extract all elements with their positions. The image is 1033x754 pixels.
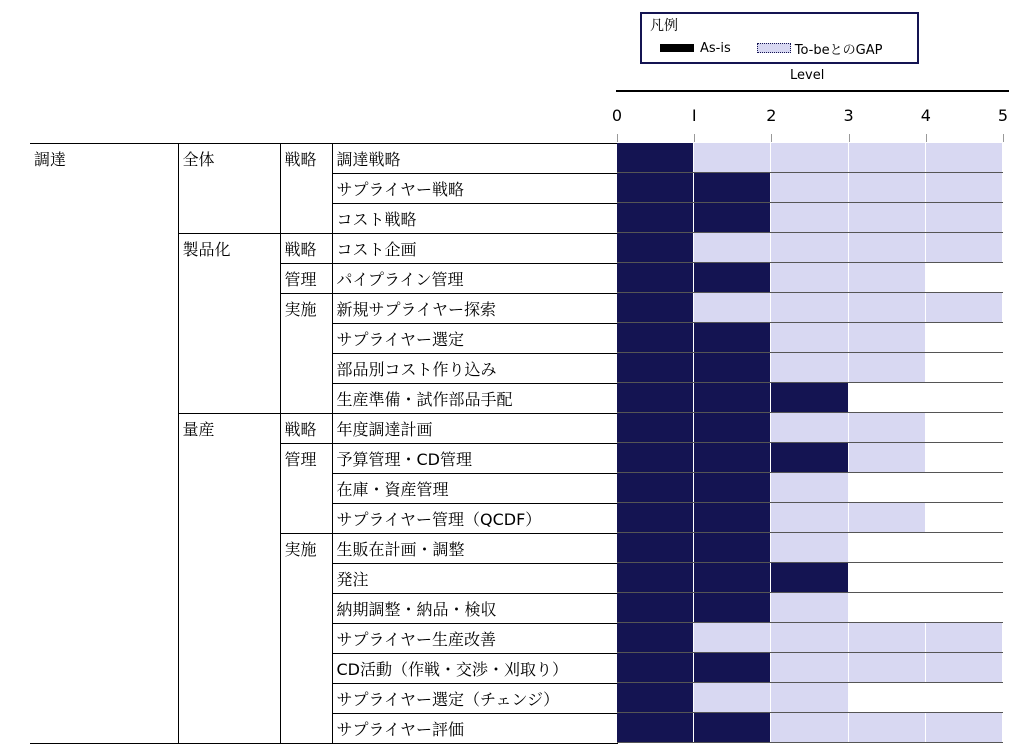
phase-cell [178,684,280,714]
phase-cell [178,564,280,594]
tick-mark [1003,134,1004,142]
phase-cell [178,474,280,504]
phase-cell [178,654,280,684]
type-cell [280,384,332,414]
phase-cell [178,534,280,564]
gap-bar-segment [849,413,926,443]
division-cell [30,594,178,624]
phase-cell [178,324,280,354]
asis-bar-segment [617,683,694,713]
type-cell: 戦略 [280,144,332,174]
tick-label: 2 [766,106,777,125]
gap-bar-segment [694,683,771,713]
legend-gap-label: To-beとのGAP [794,42,883,58]
gap-bar-segment [926,623,1003,653]
table-row [30,684,617,714]
gap-bar-segment [926,203,1003,233]
table-row [30,534,617,564]
item-cell: 生産準備・試作部品手配 [332,384,617,414]
gap-bar-segment [926,713,1003,743]
empty-cell [849,563,926,593]
item-cell: 新規サプライヤー探索 [332,294,617,324]
gap-bar-segment [771,323,848,353]
phase-cell: 量産 [178,414,280,444]
asis-bar-segment [694,353,771,383]
division-cell [30,414,178,444]
asis-bar-segment [617,173,694,203]
item-cell: サプライヤー戦略 [332,174,617,204]
empty-cell [926,263,1003,293]
table-row [30,144,617,174]
level-chart [617,143,1003,743]
asis-bar-segment [617,713,694,743]
item-cell: 発注 [332,564,617,594]
asis-bar-segment [694,173,771,203]
gap-bar-segment [849,143,926,173]
item-cell: CD活動（作戦・交渉・刈取り） [332,654,617,684]
phase-cell [178,714,280,744]
gap-bar-segment [849,263,926,293]
item-cell: サプライヤー選定 [332,324,617,354]
division-cell [30,294,178,324]
empty-cell [926,563,1003,593]
type-cell: 戦略 [280,234,332,264]
gap-bar-segment [771,623,848,653]
empty-cell [926,353,1003,383]
table-row [30,564,617,594]
gap-bar-segment [926,143,1003,173]
gap-bar-segment [926,233,1003,263]
asis-bar-segment [771,383,848,413]
empty-cell [926,413,1003,443]
asis-bar-segment [694,593,771,623]
table-row [30,414,617,444]
table-row [30,204,617,234]
gap-bar-segment [771,683,848,713]
phase-cell [178,174,280,204]
table-row [30,354,617,384]
tick-mark [926,134,927,142]
gap-bar-segment [771,173,848,203]
asis-bar-segment [617,353,694,383]
gap-bar-segment [926,173,1003,203]
asis-bar-segment [694,713,771,743]
gap-bar-segment [849,293,926,323]
type-cell [280,474,332,504]
type-cell [280,564,332,594]
row-gridline [617,742,1003,743]
gap-bar-segment [849,353,926,383]
tick-label: 5 [997,106,1009,125]
gap-bar-segment [771,653,848,683]
empty-cell [926,443,1003,473]
type-cell [280,174,332,204]
asis-bar-segment [617,143,694,173]
asis-bar-segment [694,443,771,473]
phase-cell [178,624,280,654]
empty-cell [926,383,1003,413]
gap-bar-segment [849,233,926,263]
asis-bar-segment [617,503,694,533]
type-cell [280,624,332,654]
gap-bar-segment [771,353,848,383]
empty-cell [926,593,1003,623]
legend-title: 凡例 [650,18,678,34]
capability-table [30,143,618,744]
type-cell: 実施 [280,294,332,324]
gap-bar-segment [771,293,848,323]
phase-cell [178,444,280,474]
gap-bar-segment [849,503,926,533]
gap-bar-segment [771,143,848,173]
table-row [30,624,617,654]
asis-bar-segment [617,233,694,263]
gap-bar-segment [694,623,771,653]
asis-bar-segment [694,473,771,503]
item-cell: サプライヤー管理（QCDF） [332,504,617,534]
item-cell: 年度調達計画 [332,414,617,444]
asis-bar-segment [771,443,848,473]
division-cell [30,354,178,384]
division-cell [30,264,178,294]
type-cell [280,714,332,744]
item-cell: サプライヤー生産改善 [332,624,617,654]
gap-bar-segment [926,293,1003,323]
type-cell [280,324,332,354]
empty-cell [849,383,926,413]
phase-cell [178,264,280,294]
item-cell: パイプライン管理 [332,264,617,294]
division-cell [30,504,178,534]
tick-label: I [691,106,697,125]
item-cell: 在庫・資産管理 [332,474,617,504]
division-cell [30,384,178,414]
phase-cell [178,594,280,624]
gap-bar-segment [849,203,926,233]
asis-bar-segment [771,563,848,593]
table-row [30,294,617,324]
asis-bar-segment [617,323,694,353]
gap-bar-segment [849,623,926,653]
item-cell: 納期調整・納品・検収 [332,594,617,624]
table-row [30,234,617,264]
division-cell [30,324,178,354]
division-cell [30,564,178,594]
tick-mark [694,134,695,142]
asis-bar-segment [694,533,771,563]
table-row [30,654,617,684]
empty-cell [926,473,1003,503]
division-cell [30,234,178,264]
gap-bar-segment [849,653,926,683]
phase-cell [178,294,280,324]
type-cell [280,594,332,624]
gap-bar-segment [771,533,848,563]
table-row [30,384,617,414]
empty-cell [926,323,1003,353]
legend [640,12,919,64]
gap-bar-segment [771,593,848,623]
phase-cell [178,504,280,534]
asis-bar-segment [694,563,771,593]
table-row [30,504,617,534]
gap-bar-segment [926,653,1003,683]
gap-bar-segment [771,503,848,533]
division-cell [30,654,178,684]
table-row [30,174,617,204]
gap-bar-segment [849,173,926,203]
item-cell: 予算管理・CD管理 [332,444,617,474]
item-cell: 調達戦略 [332,144,617,174]
division-cell: 調達 [30,144,178,174]
empty-cell [849,593,926,623]
table-row [30,474,617,504]
legend-asis-label: As-is [700,40,731,56]
type-cell [280,504,332,534]
asis-bar-segment [617,653,694,683]
gap-bar-segment [849,713,926,743]
type-cell: 管理 [280,264,332,294]
gap-bar-segment [771,263,848,293]
division-cell [30,684,178,714]
division-cell [30,624,178,654]
phase-cell [178,204,280,234]
gap-bar-segment [771,473,848,503]
asis-bar-segment [617,293,694,323]
table-row [30,444,617,474]
gap-bar-segment [771,713,848,743]
gap-bar-segment [771,233,848,263]
type-cell: 実施 [280,534,332,564]
item-cell: コスト戦略 [332,204,617,234]
division-cell [30,474,178,504]
tick-label: 0 [611,106,623,125]
asis-bar-segment [694,413,771,443]
type-cell [280,654,332,684]
division-cell [30,174,178,204]
empty-cell [926,503,1003,533]
type-cell: 戦略 [280,414,332,444]
division-cell [30,204,178,234]
tick-mark [617,134,618,142]
asis-bar-segment [694,653,771,683]
asis-bar-segment [617,563,694,593]
axis-line [616,90,1009,92]
phase-cell [178,384,280,414]
gap-bar-segment [771,203,848,233]
axis-title: Level [790,68,825,83]
gap-bar-segment [694,233,771,263]
item-cell: サプライヤー評価 [332,714,617,744]
asis-bar-segment [617,263,694,293]
gap-bar-segment [771,413,848,443]
legend-entries [660,39,882,57]
item-cell: 生販在計画・調整 [332,534,617,564]
type-cell [280,204,332,234]
phase-cell: 製品化 [178,234,280,264]
asis-bar-segment [617,533,694,563]
division-cell [30,444,178,474]
empty-cell [849,683,926,713]
asis-bar-segment [694,323,771,353]
tick-mark [849,134,850,142]
type-cell: 管理 [280,444,332,474]
asis-bar-segment [617,473,694,503]
tick-mark [771,134,772,142]
legend-asis-swatch [660,44,694,52]
asis-bar-segment [694,263,771,293]
asis-bar-segment [694,203,771,233]
table-row [30,264,617,294]
legend-gap-swatch [757,43,791,53]
empty-cell [926,683,1003,713]
item-cell: 部品別コスト作り込み [332,354,617,384]
item-cell: サプライヤー選定（チェンジ） [332,684,617,714]
gap-bar-segment [849,443,926,473]
asis-bar-segment [617,383,694,413]
empty-cell [849,473,926,503]
table-row [30,714,617,744]
asis-bar-segment [617,593,694,623]
asis-bar-segment [617,203,694,233]
table-row [30,324,617,354]
gap-bar-segment [694,143,771,173]
tick-label: 4 [920,106,931,125]
division-cell [30,714,178,744]
asis-bar-segment [694,503,771,533]
phase-cell: 全体 [178,144,280,174]
tick-label: 3 [843,106,854,125]
item-cell: コスト企画 [332,234,617,264]
asis-bar-segment [617,623,694,653]
empty-cell [849,533,926,563]
type-cell [280,684,332,714]
division-cell [30,534,178,564]
gap-bar-segment [694,293,771,323]
table-row [30,594,617,624]
asis-bar-segment [694,383,771,413]
phase-cell [178,354,280,384]
gap-bar-segment [849,323,926,353]
type-cell [280,354,332,384]
empty-cell [926,533,1003,563]
asis-bar-segment [617,413,694,443]
asis-bar-segment [617,443,694,473]
